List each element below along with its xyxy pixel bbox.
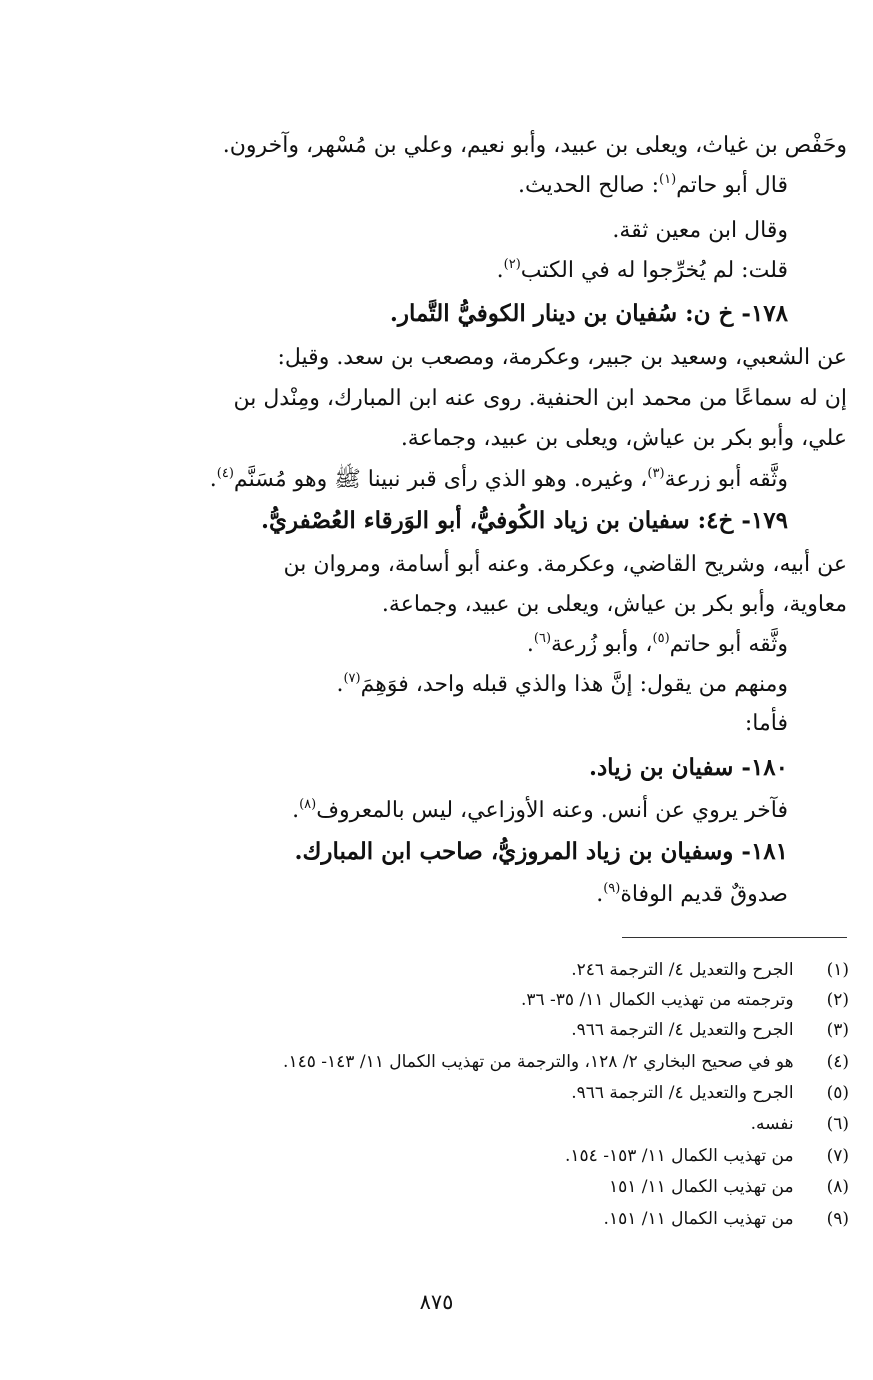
text-segment: عن الشعبي، وسعيد بن جبير، وعكرمة، ومصعب بن سعد. وقيل: xyxy=(277,345,847,370)
footnote-text: من تهذيب الكمال ١١/ ١٥١ xyxy=(608,1177,794,1197)
body-line xyxy=(497,253,788,289)
footnote-number: (٥) xyxy=(826,1083,849,1103)
page-number: ٨٧٥ xyxy=(419,1290,454,1314)
text-segment: ، وأبو زُرعة xyxy=(551,632,653,657)
footnote-text: نفسه. xyxy=(750,1114,794,1134)
body-line xyxy=(518,168,788,204)
text-segment: وثَّقه أبو حاتم xyxy=(669,632,788,657)
footnote-ref: (٦) xyxy=(533,631,552,646)
footnote xyxy=(604,1205,849,1233)
footnote-text: الجرح والتعديل ٤/ الترجمة ٢٤٦. xyxy=(571,960,794,980)
body-line xyxy=(210,462,788,498)
body-line xyxy=(612,213,788,249)
entry-heading-178 xyxy=(390,296,788,332)
footnote-text: الجرح والتعديل ٤/ الترجمة ٩٦٦. xyxy=(571,1083,794,1103)
footnote xyxy=(571,1016,849,1044)
footnote-ref: (٢) xyxy=(503,257,521,272)
footnote-ref: (٧) xyxy=(343,671,361,686)
entry-heading-180 xyxy=(589,750,788,786)
body-line xyxy=(596,877,788,913)
heading-text: ١٧٨- خ ن: سُفيان بن دينار الكوفيُّ التَّمار. xyxy=(389,300,788,327)
footnote-number: (٨) xyxy=(826,1177,849,1197)
body-line xyxy=(223,128,847,164)
text-segment: . xyxy=(526,632,534,657)
footnote-ref: (١) xyxy=(659,172,677,187)
text-segment: وحَفْص بن غياث، ويعلى بن عبيد، وأبو نعيم، وعلي بن مُسْهر، وآخرون. xyxy=(222,133,847,158)
text-segment: معاوية، وأبو بكر بن عياش، ويعلى بن عبيد، وجماعة. xyxy=(381,592,847,617)
footnote-text: من تهذيب الكمال ١١/ ١٥٣- ١٥٤. xyxy=(564,1146,794,1166)
text-segment: فأما: xyxy=(744,711,788,736)
body-line xyxy=(382,587,847,623)
footnote xyxy=(571,1079,849,1107)
footnote xyxy=(571,956,849,984)
body-line xyxy=(336,667,788,703)
text-segment: . xyxy=(209,467,217,492)
footnote-text: وترجمته من تهذيب الكمال ١١/ ٣٥- ٣٦. xyxy=(520,990,794,1010)
body-line xyxy=(401,421,847,457)
text-segment: : صالح الحديث. xyxy=(518,173,659,198)
footnote-number: (٧) xyxy=(826,1146,849,1166)
body-line xyxy=(283,547,847,583)
footnote xyxy=(521,986,849,1014)
footnote-divider xyxy=(622,937,847,938)
text-segment: . xyxy=(336,672,344,697)
footnote-text: هو في صحيح البخاري ٢/ ١٢٨، والترجمة من تهذيب الكمال ١١/ ١٤٣- ١٤٥. xyxy=(283,1052,794,1072)
text-segment: عن أبيه، وشريح القاضي، وعكرمة. وعنه أبو أسامة، ومروان بن xyxy=(283,552,847,577)
body-line xyxy=(745,706,788,742)
text-segment: صدوقٌ قديم الوفاة xyxy=(620,882,788,907)
text-segment: وقال ابن معين ثقة. xyxy=(612,218,788,243)
footnote-text: من تهذيب الكمال ١١/ ١٥١. xyxy=(603,1209,794,1229)
body-line xyxy=(527,627,788,663)
body-line xyxy=(277,340,847,376)
text-segment: ومنهم من يقول: إنَّ هذا والذي قبله واحد، فوَهِمَ xyxy=(360,672,788,697)
text-segment: وثَّقه أبو زرعة xyxy=(664,467,788,492)
footnote xyxy=(609,1173,849,1201)
footnote-text: الجرح والتعديل ٤/ الترجمة ٩٦٦. xyxy=(571,1020,794,1040)
footnote-ref: (٥) xyxy=(652,631,670,646)
footnote-ref: (٤) xyxy=(216,466,234,481)
text-segment: فآخر يروي عن أنس. وعنه الأوزاعي، ليس بالمعروف xyxy=(316,798,788,823)
heading-text: ١٨١- وسفيان بن زياد المروزيُّ، صاحب ابن المبارك. xyxy=(294,838,788,865)
text-segment: علي، وأبو بكر بن عياش، ويعلى بن عبيد، وجماعة. xyxy=(400,426,847,451)
footnote-number: (٩) xyxy=(826,1209,849,1229)
heading-text: ١٨٠- سفيان بن زياد. xyxy=(588,754,788,781)
footnote-number: (١) xyxy=(826,960,849,980)
footnote-ref: (٨) xyxy=(299,797,317,812)
footnote xyxy=(565,1142,849,1170)
footnote-number: (٤) xyxy=(826,1052,849,1072)
text-segment: . xyxy=(292,798,300,823)
text-segment: ، وغيره. وهو الذي رأى قبر نبينا ﷺ وهو مُسَنَّم xyxy=(233,467,648,492)
text-segment: قال أبو حاتم xyxy=(676,173,788,198)
footnote-ref: (٩) xyxy=(603,881,621,896)
footnote-ref: (٣) xyxy=(647,466,665,481)
heading-text: ١٧٩- خ٤: سفيان بن زياد الكُوفيُّ، أبو الوَرقاء العُصْفريُّ. xyxy=(260,507,788,534)
entry-heading-181 xyxy=(294,834,788,870)
text-segment: . xyxy=(496,258,504,283)
footnote-number: (٦) xyxy=(826,1114,849,1134)
footnote-number: (٣) xyxy=(826,1020,849,1040)
footnote xyxy=(751,1110,849,1138)
text-segment: إن له سماعًا من محمد ابن الحنفية. روى عنه ابن المبارك، ومِنْدل بن xyxy=(233,386,847,411)
body-line xyxy=(233,381,847,417)
footnote-number: (٢) xyxy=(826,990,849,1010)
body-line xyxy=(292,793,788,829)
footnote xyxy=(283,1048,849,1076)
text-segment: قلت: لم يُخرِّجوا له في الكتب xyxy=(520,258,788,283)
entry-heading-179 xyxy=(261,503,788,539)
text-segment: . xyxy=(596,882,604,907)
